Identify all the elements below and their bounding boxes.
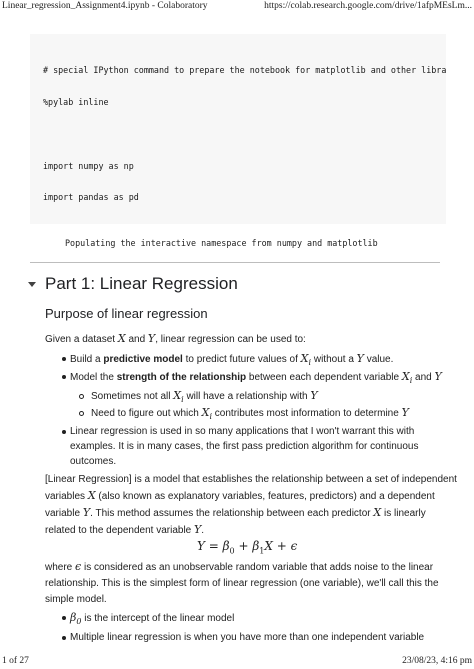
list-item: Linear regression is used in so many applications that I won't warrant this with examples. It is in many cases, the first pass prediction algorithm for continuous outcomes. [70, 426, 419, 467]
code-line: import pandas as pd [43, 192, 139, 203]
list-item: Multiple linear regression is when you have more than one independent variable [70, 632, 425, 643]
print-title: Linear_regression_Assignment4.ipynb - Colaboratory [2, 1, 208, 11]
sub-list-item: Need to figure out which $X_i$ contributes most information to determine Y [91, 406, 409, 421]
list-item: $\beta_0$ is the intercept of the linear model [70, 611, 235, 626]
list-item: Build a predictive model to predict future values of $X_i$ without a Y value. [70, 352, 394, 367]
print-url: https://colab.research.google.com/drive/1afpMEsLm... [264, 1, 472, 11]
code-line: # special IPython command to prepare the notebook for matplotlib and other libra [43, 65, 446, 76]
bullet-dot [62, 636, 66, 640]
code-line: %pylab inline [43, 96, 109, 107]
print-datetime: 23/08/23, 4:16 pm [402, 656, 472, 666]
bullet-dot [62, 357, 66, 361]
cell-output: Populating the interactive namespace from numpy and matplotlib [65, 238, 378, 248]
code-cell[interactable] [30, 34, 446, 224]
bullet-dot [62, 430, 66, 434]
regression-equation: $Y = \beta_0 + \beta_1X + \epsilon$ [197, 539, 298, 556]
print-header [0, 0, 474, 14]
code-line [43, 129, 446, 140]
bullet-dot [62, 375, 66, 379]
definition-paragraph: [Linear Regression] is a model that establishes the relationship between a set of independent variables X (also known as explanatory variables, features, predictors) and a dependent variable Y. This method assumes the relationship between each predictor X is linearly related to the dependent variable Y. [45, 474, 457, 536]
sub-list-item: Sometimes not all $X_i$ will have a relationship with Y [91, 389, 318, 404]
math-x: X [117, 332, 126, 345]
intro-paragraph: Given a dataset X and Y, linear regression can be used to: [45, 332, 306, 345]
print-footer [0, 656, 474, 669]
section-subtitle: Purpose of linear regression [45, 306, 208, 321]
cell-divider [30, 262, 440, 263]
list-item: Model the strength of the relationship between each dependent variable $X_i$ and Y [70, 370, 442, 385]
noise-paragraph: where ϵ is considered as an unobservable random variable that adds noise to the linear relationship. This is the simplest form of linear regression (one variable), we'll call this the simple model. [45, 560, 439, 605]
section-title: Part 1: Linear Regression [45, 274, 238, 293]
bullet-dot [62, 616, 66, 620]
page-number: 1 of 27 [2, 656, 29, 666]
collapse-caret-icon[interactable] [28, 282, 36, 287]
code-editor[interactable] [43, 44, 446, 224]
sub-bullet-circle [79, 394, 84, 399]
math-y: Y [147, 332, 156, 345]
code-line: import numpy as np [43, 160, 134, 171]
sub-bullet-circle [79, 411, 84, 416]
